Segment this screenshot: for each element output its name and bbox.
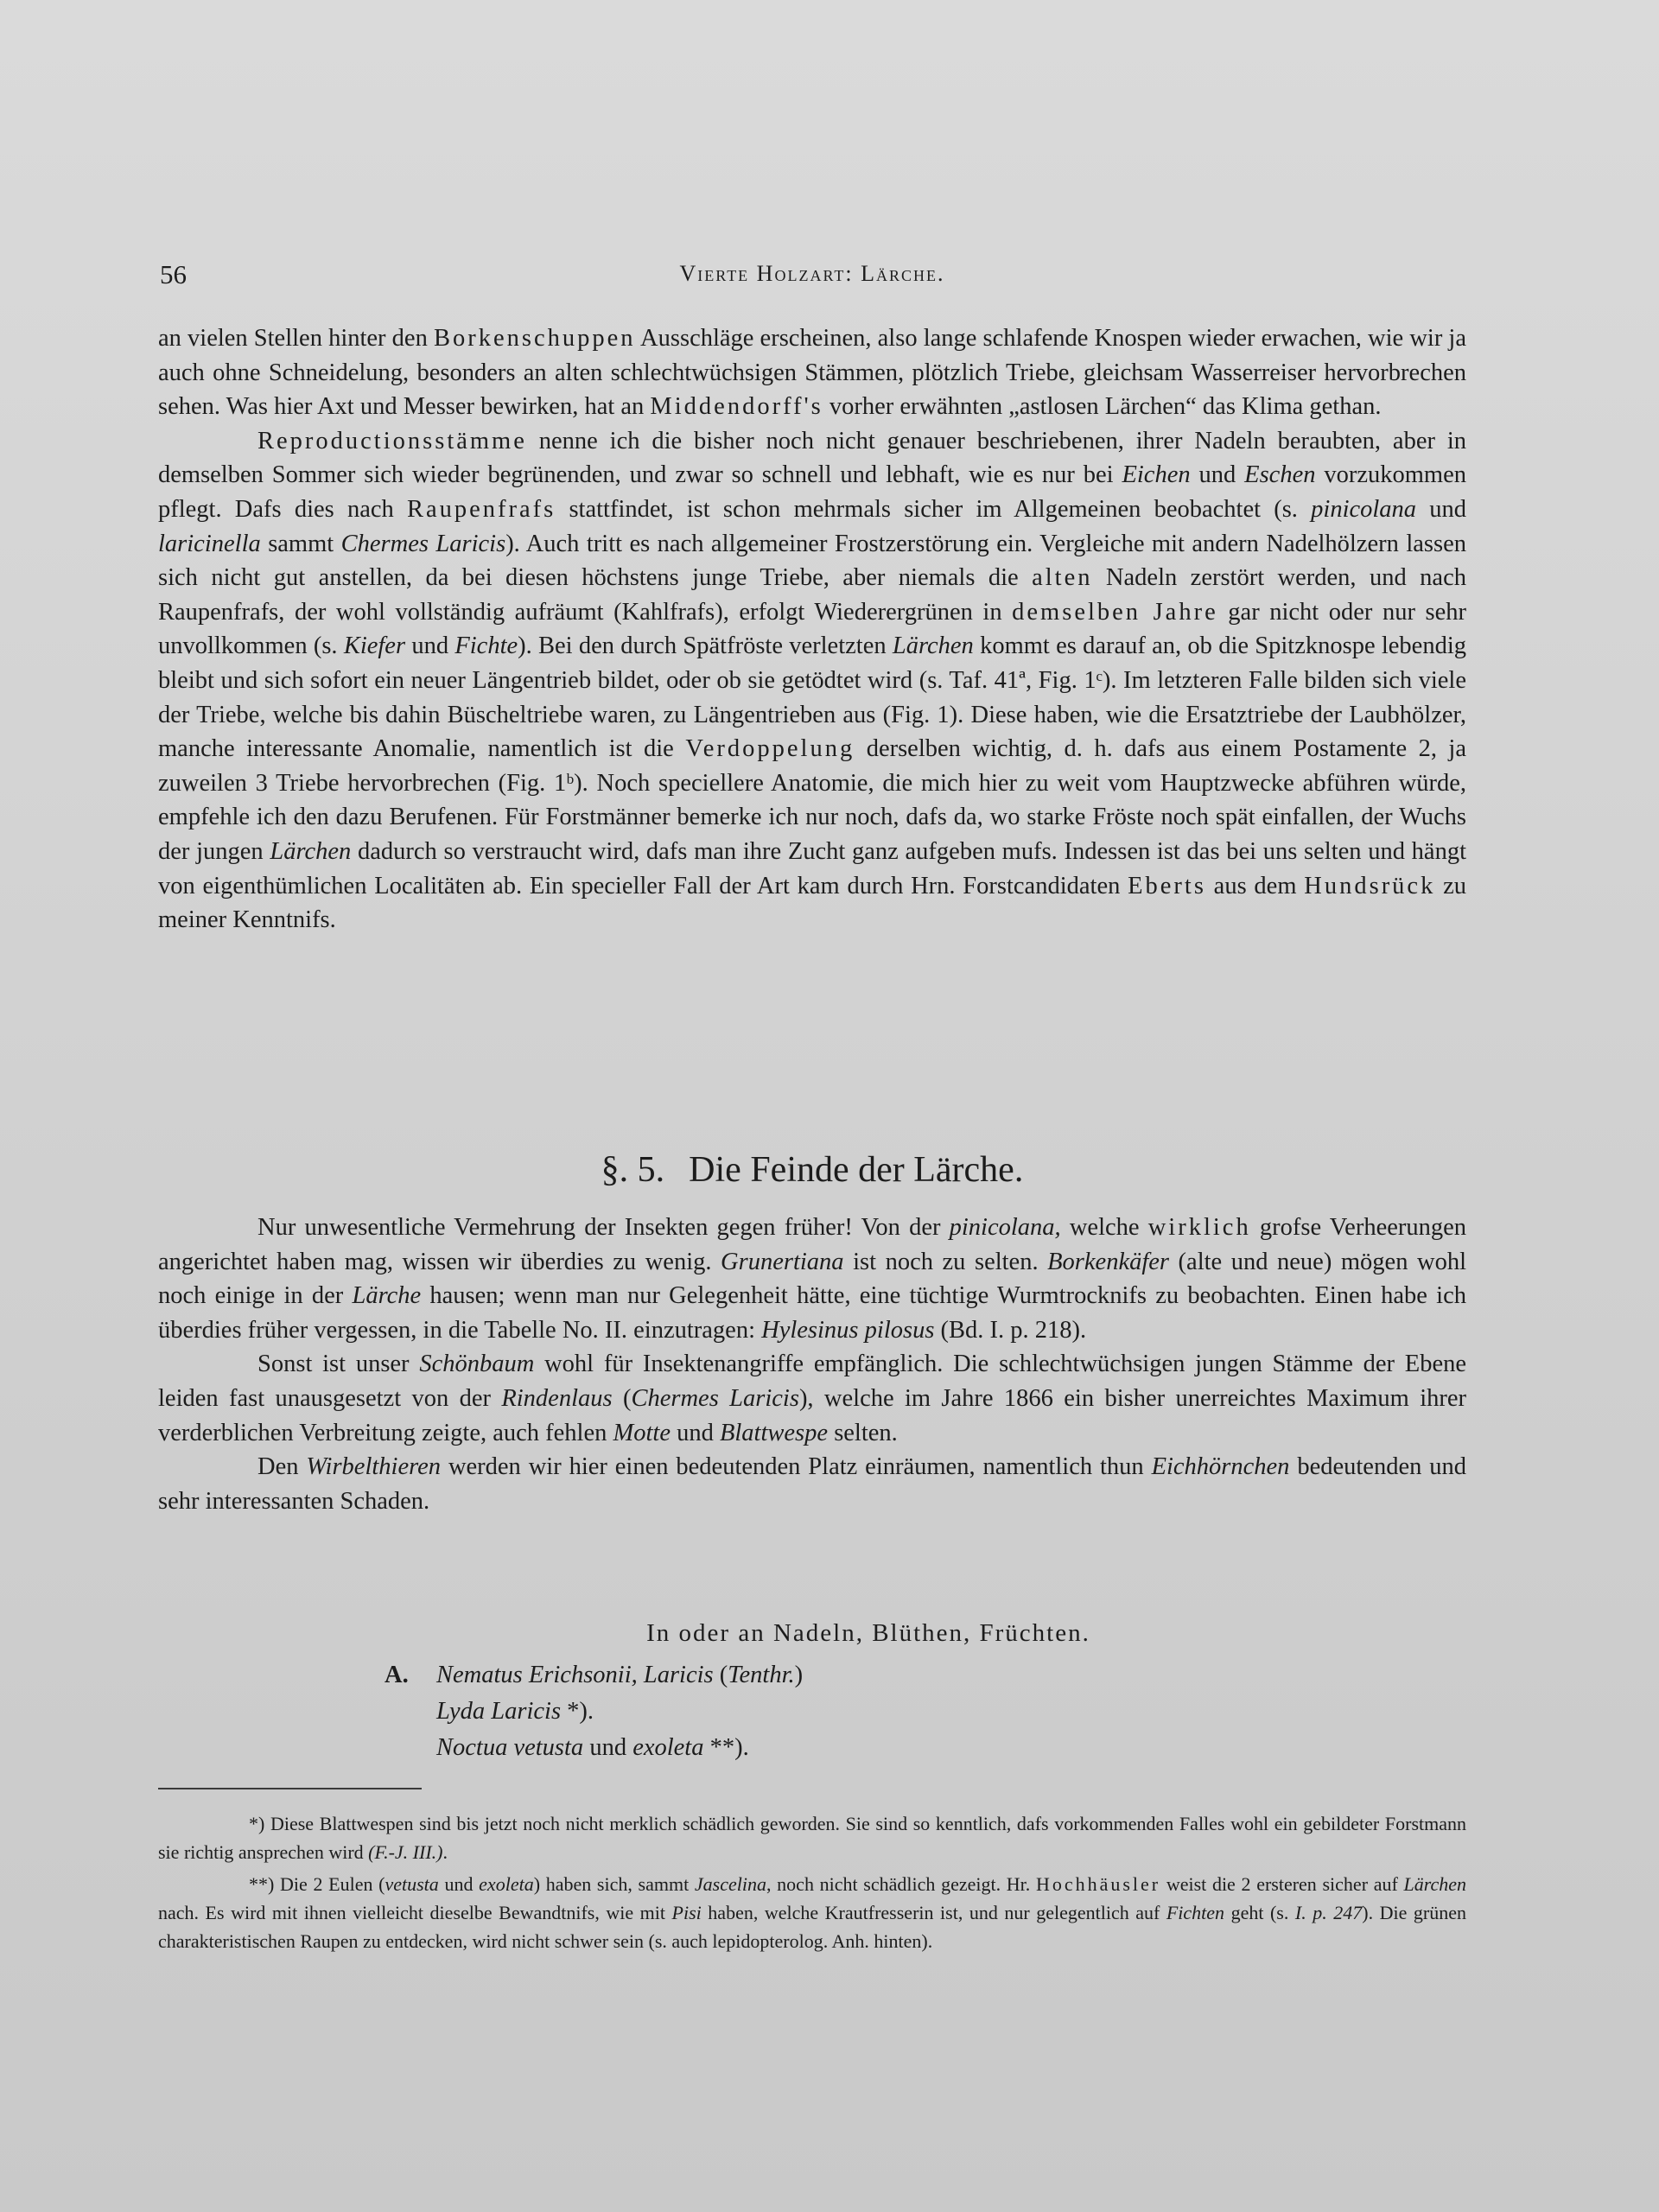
section-number: §. 5.	[601, 1150, 665, 1190]
text-run: und	[670, 1419, 720, 1446]
text-run: und	[583, 1734, 633, 1761]
italic-term: Fichte	[454, 632, 518, 660]
text-run: *) Diese Blattwespen sind bis jetzt noch nicht merklich schädlich geworden. Sie sind so kenntlich, dafs vorkommenden Falles wohl ein gebildeter Forstmann sie richtig ansprechen wird	[158, 1813, 1466, 1863]
spaced-word: demselben Jahre	[1012, 598, 1218, 626]
text-run: (	[713, 1662, 728, 1688]
spaced-word: alten	[1032, 564, 1093, 592]
spaced-word: wirklich	[1147, 1214, 1251, 1241]
text-run: stattfindet, ist schon mehrmals sicher im Allgemeinen beobachtet (s.	[556, 495, 1312, 523]
italic-term: Jascelina	[694, 1873, 766, 1895]
italic-term: Nematus Erichsonii, Laricis	[436, 1662, 714, 1688]
running-title: Vierte Holzart: Lärche.	[679, 261, 945, 286]
italic-term: Lyda Laricis	[436, 1698, 562, 1725]
section-heading	[158, 1149, 1466, 1191]
text-run: (Bd. I. p. 218).	[934, 1316, 1087, 1344]
text-run: Sonst ist unser	[257, 1351, 420, 1378]
italic-term: Motte	[613, 1419, 671, 1446]
italic-term: Noctua vetusta	[436, 1734, 584, 1761]
text-run: und	[438, 1873, 480, 1895]
text-run: Nur unwesentliche Vermehrung der Insekten gegen früher! Von der	[257, 1214, 950, 1241]
running-header	[160, 259, 1465, 294]
italic-term: pinicolana,	[949, 1214, 1061, 1241]
text-block-2	[158, 1211, 1466, 1518]
italic-term: vetusta	[385, 1873, 439, 1895]
spaced-word: Hundsrück	[1304, 872, 1436, 899]
italic-term: Chermes Laricis	[340, 530, 506, 557]
section-title: Die Feinde der Lärche.	[689, 1150, 1024, 1190]
paragraph	[158, 321, 1466, 424]
text-run: wohl für Insektenangriffe empfänglich. Die schlechtwüchsigen jungen Stämme der Ebene leiden fast unausgesetzt von der	[158, 1351, 1466, 1412]
italic-term: Wirbelthieren	[306, 1453, 442, 1481]
text-run: ). Bei den durch Spätfröste verletzten	[518, 632, 893, 660]
text-run: weist die 2 ersteren sicher auf	[1160, 1873, 1404, 1895]
italic-term: Lärchen	[1403, 1873, 1466, 1895]
text-run: derselben wichtig, d. h. dafs aus einem Postamente 2, ja zuweilen 3 Triebe hervorbrechen (Fig. 1ᵇ). Noch speciellere Anatomie, die mich hier zu weit vom Hauptzwecke abführen würde, empfehle ich den dazu Berufenen. Für Forstmänner bemerke ich nur noch, dafs da, wo starke Fröste noch spät einfallen, der Wuchs der jungen	[158, 735, 1466, 865]
spaced-word: Eberts	[1128, 872, 1206, 899]
text-run: gar nicht oder nur sehr unvollkommen (s.	[158, 598, 1467, 660]
text-run: *).	[561, 1698, 594, 1725]
text-run: aus dem	[1205, 872, 1305, 899]
italic-term: Grunertiana	[721, 1248, 844, 1275]
text-run: zu meiner Kenntnifs.	[158, 872, 1467, 934]
italic-term: (F.-J. III.)	[368, 1841, 443, 1863]
text-run: Nadeln zerstört werden, und nach Raupenfrafs, der wohl vollständig aufräumt (Kahlfrafs), erfolgt Wiederergrünen in	[158, 564, 1466, 626]
text-run: , noch nicht schädlich gezeigt. Hr.	[766, 1873, 1036, 1895]
italic-term: Pisi	[671, 1902, 702, 1923]
text-run: ist noch zu selten.	[843, 1248, 1048, 1275]
text-run: und	[1416, 495, 1467, 523]
italic-term: Fichten	[1166, 1902, 1225, 1923]
spaced-word: Reproductionsstämme	[257, 427, 527, 454]
footnote	[158, 1809, 1466, 1866]
italic-term: laricinella	[158, 530, 261, 557]
italic-term: pinicolana	[1311, 495, 1417, 523]
insect-list	[385, 1657, 803, 1766]
paragraph	[158, 1347, 1466, 1450]
text-run: an vielen Stellen hinter den	[158, 325, 434, 352]
text-run: geht (s.	[1224, 1902, 1295, 1923]
italic-term: Lärchen	[892, 632, 974, 660]
text-run: bedeutenden und sehr interessanten Schaden.	[158, 1453, 1466, 1515]
text-run: und	[405, 632, 455, 660]
italic-term: exoleta	[479, 1873, 534, 1895]
text-run: Den	[257, 1453, 307, 1481]
italic-term: Eichen	[1122, 461, 1191, 489]
text-run: selten.	[828, 1419, 898, 1446]
text-run: ). Die grünen charakteristischen Raupen zu entdecken, wird nicht schwer sein (s. auch lepidopterolog. Anh. hinten).	[158, 1902, 1467, 1952]
text-run: werden wir hier einen bedeutenden Platz einräumen, namentlich thun	[441, 1453, 1152, 1481]
list-label: A.	[385, 1662, 409, 1688]
paragraph	[158, 1450, 1466, 1518]
text-run: vorzukommen pflegt. Dafs dies nach	[158, 461, 1467, 523]
text-run: ) haben sich, sammt	[533, 1873, 695, 1895]
text-run: .	[442, 1841, 448, 1863]
italic-term: Chermes Laricis	[631, 1384, 799, 1412]
footnote-2	[158, 1870, 1466, 1955]
text-run: (alte und neue) mögen wohl noch einige in der	[158, 1248, 1466, 1310]
footnote	[158, 1870, 1466, 1955]
italic-term: exoleta	[632, 1734, 704, 1761]
text-run: welche	[1060, 1214, 1148, 1241]
page-number: 56	[160, 259, 187, 289]
text-run: ), welche im Jahre 1866 ein bisher unerreichtes Maximum ihrer verderblichen Verbreitung zeigte, auch fehlen	[158, 1384, 1467, 1446]
text-run: haben, welche Krautfresserin ist, und nur gelegentlich auf	[701, 1902, 1166, 1923]
text-run: )	[794, 1662, 804, 1688]
text-run: sammt	[260, 530, 341, 557]
list-item	[385, 1730, 803, 1766]
italic-term: Lärche	[352, 1282, 422, 1310]
list-item	[385, 1657, 803, 1694]
italic-term: Eichhörnchen	[1151, 1453, 1290, 1481]
spaced-word: Verdoppelung	[685, 735, 855, 763]
list-item	[385, 1694, 803, 1730]
text-run: und	[1190, 461, 1245, 489]
footnote-1	[158, 1809, 1466, 1866]
italic-term: Kiefer	[343, 632, 406, 660]
italic-term: Borkenkäfer	[1047, 1248, 1169, 1275]
italic-term: Eschen	[1244, 461, 1316, 489]
italic-term: Rindenlaus	[501, 1384, 613, 1412]
italic-term: I. p. 247	[1294, 1902, 1363, 1923]
italic-term: Hylesinus pilosus	[761, 1316, 935, 1344]
italic-term: Blattwespe	[719, 1419, 829, 1446]
footnote-rule	[158, 1788, 422, 1789]
text-run: Ausschläge erscheinen, also lange schlafende Knospen wieder erwachen, wie wir ja auch ohne Schneidelung, besonders an alten schlechtwüchsigen Stämmen, plötzlich Triebe, gleichsam Wasserreiser hervorbrechen sehen. Was hier Axt und Messer bewirken, hat an	[158, 325, 1466, 421]
spaced-word: Raupenfrafs	[406, 495, 556, 523]
paragraph	[158, 1211, 1466, 1347]
spaced-word: Middendorff's	[650, 393, 823, 421]
text-run: **) Die 2 Eulen (	[249, 1873, 385, 1895]
text-run: vorher erwähnten „astlosen Lärchen“ das Klima gethan.	[823, 393, 1382, 421]
subheading: In oder an Nadeln, Blüthen, Früchten.	[646, 1619, 1090, 1647]
spaced-word: Borkenschuppen	[433, 325, 636, 352]
text-run: kommt es darauf an, ob die Spitzknospe lebendig bleibt und sich sofort ein neuer Längentrieb bildet, oder ob sie getödtet wird (s. Taf. 41ª, Fig. 1ᶜ). Im letzteren Falle bilden sich viele der Triebe, welche bis dahin Büscheltriebe waren, zu Längentrieben aus (Fig. 1). Diese haben, wie die Ersatztriebe der Laubhölzer, manche interessante Anomalie, namentlich ist die	[158, 632, 1467, 763]
text-run: nenne ich die bisher noch nicht genauer beschriebenen, ihrer Nadeln beraubten, aber in demselben Sommer sich wieder begrünenden, und zwar so schnell und lebhaft, wie es nur bei	[158, 427, 1466, 489]
spaced-word: Hochhäusler	[1035, 1873, 1161, 1895]
paragraph	[158, 424, 1466, 938]
text-block-1	[158, 321, 1466, 938]
text-run: grofse Verheerungen angerichtet haben mag, wissen wir überdies zu wenig.	[158, 1214, 1467, 1275]
text-run: **).	[703, 1734, 749, 1761]
italic-term: Lärchen	[270, 837, 352, 865]
text-run: (	[612, 1384, 632, 1412]
text-run: nach. Es wird mit ihnen vielleicht dieselbe Bewandtnifs, wie mit	[158, 1902, 672, 1923]
text-run: hausen; wenn man nur Gelegenheit hätte, eine tüchtige Wurmtrocknifs zu beobachten. Einen habe ich überdies früher vergessen, in die Tabelle No. II. einzutragen:	[158, 1282, 1466, 1344]
italic-term: Tenthr.	[728, 1662, 795, 1688]
italic-term: Schönbaum	[419, 1351, 535, 1378]
text-run: ). Auch tritt es nach allgemeiner Frostzerstörung ein. Vergleiche mit andern Nadelhölzern lassen sich nicht gut anstellen, da bei diesen höchstens junge Triebe, aber niemals die	[158, 530, 1466, 592]
text-run: dadurch so verstraucht wird, dafs man ihre Zucht ganz aufgeben mufs. Indessen ist das bei uns selten und hängt von eigenthümlichen Localitäten ab. Ein specieller Fall der Art kam durch Hrn. Forstcandidaten	[158, 837, 1466, 899]
